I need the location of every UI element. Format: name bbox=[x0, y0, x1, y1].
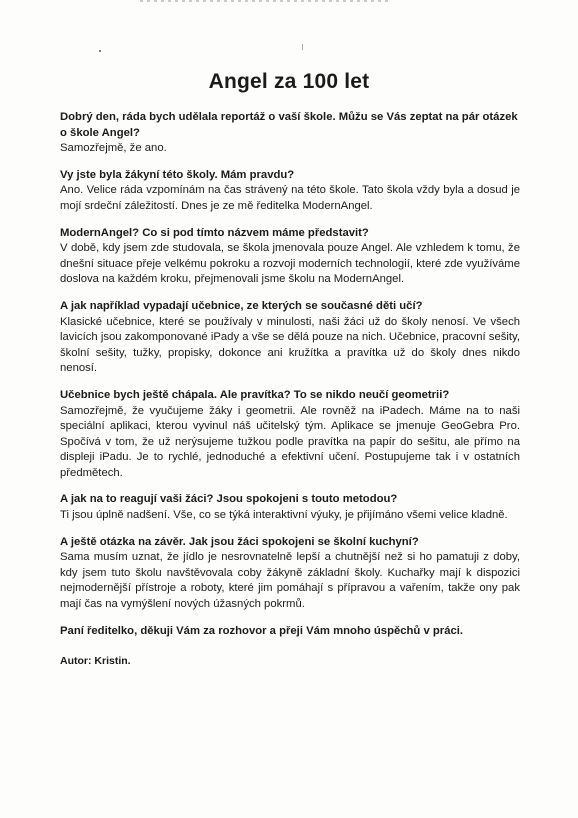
qa-block bbox=[60, 388, 520, 482]
answer: V době, kdy jsem zde studovala, se škola jmenovala pouze Angel. Ale vzhledem k tomu, že dnešní situace přeje velkému pokroku a rozvoji moderních technologií, které zde využíváme doslova na každém kroku, přejmenovali jsme školu na ModernAngel. bbox=[60, 242, 520, 286]
scan-speck bbox=[302, 44, 303, 50]
closing-remark: Paní ředitelko, děkuji Vám za rozhovor a přeji Vám mnoho úspěchů v práci. bbox=[60, 624, 464, 637]
question: Vy jste byla žákyní této školy. Mám pravdu? bbox=[60, 168, 295, 181]
question: A ještě otázka na závěr. Jak jsou žáci spokojeni se školní kuchyní? bbox=[60, 535, 419, 548]
author-signature: Autor: Kristin. bbox=[60, 655, 131, 668]
qa-block bbox=[60, 535, 520, 613]
qa-block bbox=[60, 110, 520, 157]
answer: Samozřejmě, že vyučujeme žáky i geometrii. Ale rovněž na iPadech. Máme na to naši speciální aplikaci, kterou vyvinul náš učitelský tým. Aplikace se jmenuje GeoGebra Pro. Spočívá v tom, že už nerýsujeme tužkou podle pravítka na papír do sešitu, ale přímo na displeji iPadu. Je to rychlé, jednoduché a efektivní učení. Postupujeme tak i v ostatních předmětech. bbox=[60, 404, 520, 479]
answer: Sama musím uznat, že jídlo je nesrovnatelně lepší a chutnější než si ho pamatuji z doby, kdy jsem tuto školu navštěvovala coby žákyně základní školy. Kuchařky mají k dispozici nejmodernější přístroje a roboty, které jim pomáhají s přípravou a vařením, takže ony pak mají čas na vymýšlení nových úžasných pokrmů. bbox=[60, 551, 520, 611]
question: A jak na to reagují vaši žáci? Jsou spokojeni s touto metodou? bbox=[60, 493, 398, 506]
qa-block bbox=[60, 299, 520, 377]
article-title: Angel za 100 let bbox=[208, 70, 370, 93]
answer: Ano. Velice ráda vzpomínám na čas strávený na této škole. Tato škola vždy byla a dosud je mojí srdeční záležitostí. Dnes je ze mě ředitelka ModernAngel. bbox=[60, 184, 520, 212]
question: Dobrý den, ráda bych udělala reportáž o vaší škole. Můžu se Vás zeptat na pár otázek o škole Angel? bbox=[60, 111, 518, 139]
answer: Ti jsou úplně nadšení. Vše, co se týká interaktivní výuky, je přijímáno všemi velice kladně. bbox=[60, 509, 508, 522]
question: ModernAngel? Co si pod tímto názvem máme představit? bbox=[60, 226, 369, 239]
qa-block bbox=[60, 226, 520, 288]
question: Učebnice bych ještě chápala. Ale pravítka? To se nikdo neučí geometrii? bbox=[60, 388, 450, 401]
scan-edge-artifact bbox=[140, 0, 390, 2]
qa-block bbox=[60, 168, 520, 215]
answer: Klasické učebnice, které se používaly v minulosti, naši žáci už do školy nenosí. Ve všech lavicích jsou zakomponované iPady a vše se dělá pouze na nich. Učebnice, pracovní sešity, školní sešity, tužky, propisky, dokonce ani kružítka a pravítka už do školy dnes nikdo nenosí. bbox=[60, 315, 520, 375]
question: A jak například vypadají učebnice, ze kterých se současné děti učí? bbox=[60, 299, 423, 312]
qa-block bbox=[60, 492, 520, 523]
answer: Samozřejmě, že ano. bbox=[60, 142, 167, 155]
scan-speck bbox=[99, 50, 101, 52]
interview-body bbox=[60, 110, 520, 670]
